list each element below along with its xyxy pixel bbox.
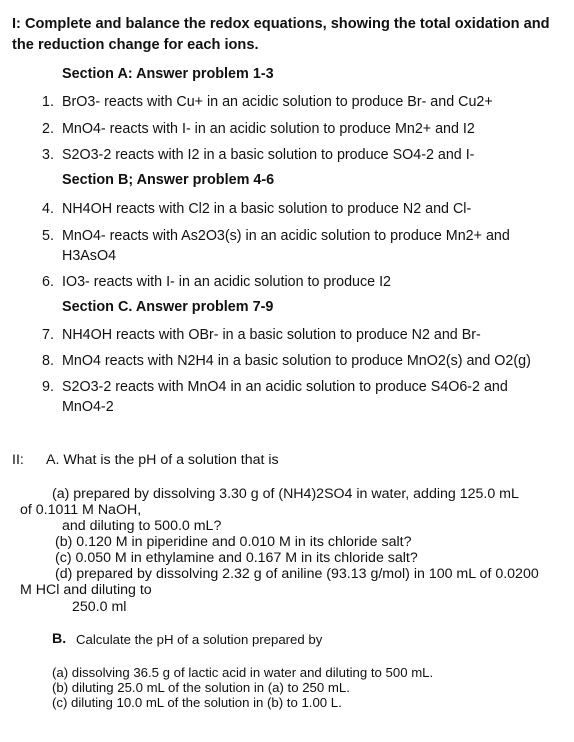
item-text: MnO4- reacts with I- in an acidic solution to produce Mn2+ and I2 [62,121,475,137]
item-text: S2O3-2 reacts with I2 in a basic solution to produce SO4-2 and I- [62,147,475,163]
question-a-line-a-cont: of 0.1011 M NaOH, [20,502,142,518]
list-item [42,226,542,266]
list-item [42,272,552,292]
item-number: 4. [42,201,54,217]
question-a-line-d-cont: M HCl and diluting to [20,582,152,598]
item-number: 6. [42,274,54,290]
list-item [42,119,552,139]
section-c-heading: Section C. Answer problem 7-9 [62,299,274,315]
item-text: IO3- reacts with I- in an acidic solution to produce I2 [62,274,391,290]
question-b: Calculate the pH of a solution prepared by [76,632,323,647]
item-number: 8. [42,353,54,369]
question-b-label: B. [52,631,67,647]
item-number: 7. [42,327,54,343]
list-item [42,325,552,345]
item-text: NH4OH reacts with Cl2 in a basic solution to produce N2 and Cl- [62,201,472,217]
item-number: 3. [42,147,54,163]
question-a-line-d: (d) prepared by dissolving 2.32 g of aniline (93.13 g/mol) in 100 mL of 0.0200 [55,566,539,582]
list-item [42,92,552,112]
part-two-label: II: [12,452,24,468]
section-b-heading: Section B; Answer problem 4-6 [62,172,275,188]
question-b-line-b: (b) diluting 25.0 mL of the solution in (a) to 250 mL. [52,680,350,695]
item-text: MnO4- reacts with As2O3(s) in an acidic solution to produce Mn2+ and H3AsO4 [62,228,510,264]
question-a-line-b: (b) 0.120 M in piperidine and 0.010 M in its chloride salt? [55,534,412,550]
item-number: 5. [42,228,54,244]
list-item [42,351,552,371]
question-a-line-a: (a) prepared by dissolving 3.30 g of (NH4)2SO4 in water, adding 125.0 mL [52,486,519,502]
list-item [42,145,552,165]
list-item [42,199,552,219]
question-b-line-a: (a) dissolving 36.5 g of lactic acid in water and diluting to 500 mL. [52,665,434,680]
question-b-line-c: (c) diluting 10.0 mL of the solution in (b) to 1.00 L. [52,695,342,710]
item-number: 9. [42,379,54,395]
question-a-line-d-cont2: 250.0 ml [72,599,127,615]
question-a-line-c: (c) 0.050 M in ethylamine and 0.167 M in its chloride salt? [55,550,418,566]
item-text: NH4OH reacts with OBr- in a basic solution to produce N2 and Br- [62,327,481,343]
section-a-heading: Section A: Answer problem 1-3 [62,66,274,82]
question-a: A. What is the pH of a solution that is [46,452,279,468]
item-number: 2. [42,121,54,137]
item-text: MnO4 reacts with N2H4 in a basic solution to produce MnO2(s) and O2(g) [62,353,531,369]
instructions-heading: I: Complete and balance the redox equations, showing the total oxidation and the reduction change for each ions. [12,16,550,53]
question-a-line-a-cont2: and diluting to 500.0 mL? [62,518,222,534]
item-number: 1. [42,94,54,110]
item-text: BrO3- reacts with Cu+ in an acidic solution to produce Br- and Cu2+ [62,94,493,110]
item-text: S2O3-2 reacts with MnO4 in an acidic solution to produce S4O6-2 and MnO4-2 [62,379,508,415]
list-item [42,377,542,417]
